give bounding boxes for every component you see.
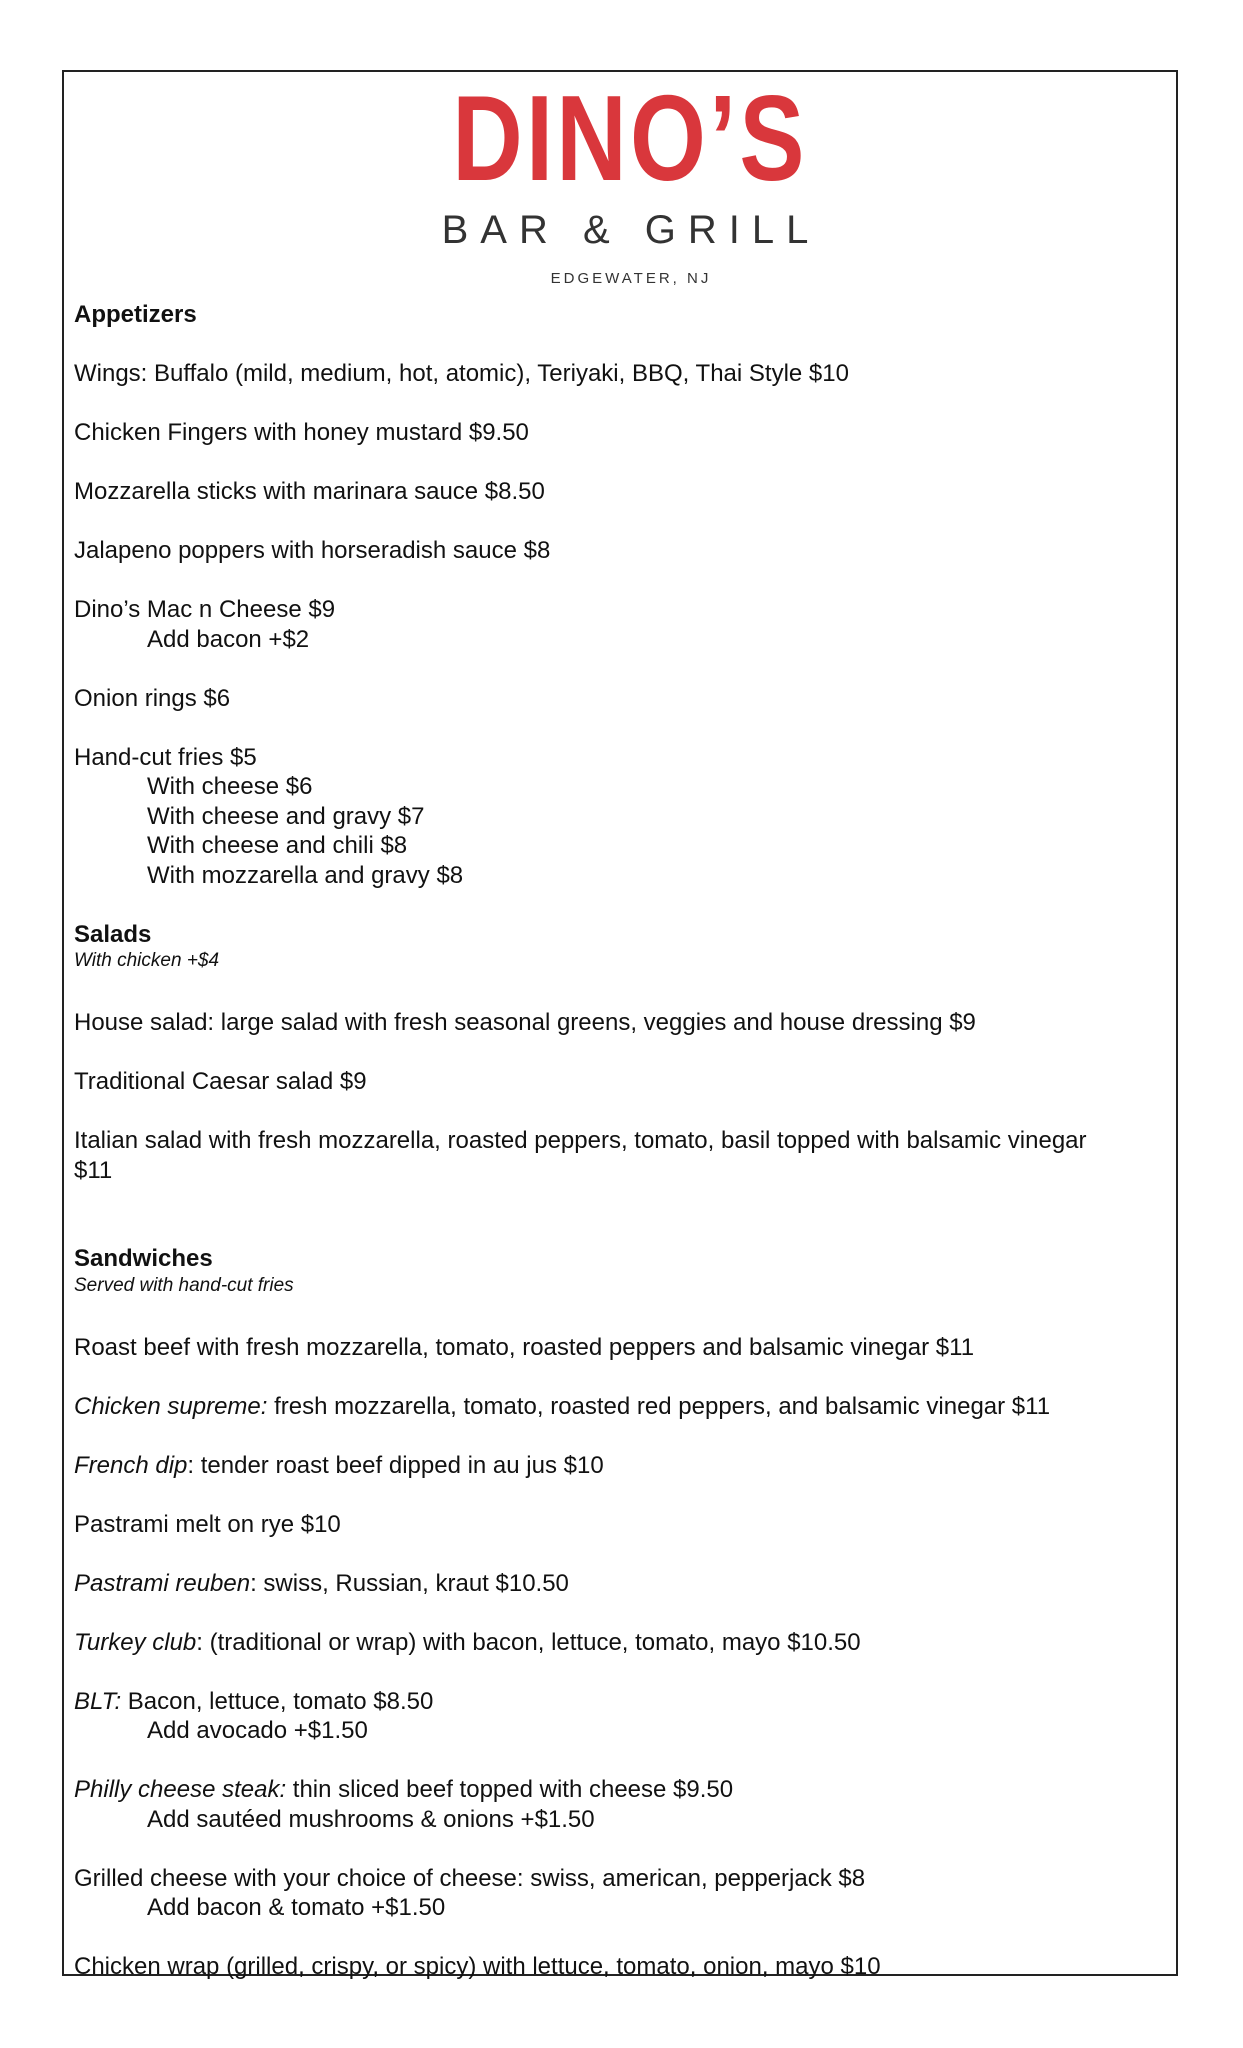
- menu-item-addon: Add sautéed mushrooms & onions +$1.50: [147, 1805, 595, 1833]
- item-desc: thin sliced beef topped with cheese $9.50: [286, 1776, 734, 1803]
- logo-name: DINO’S: [452, 70, 808, 206]
- menu-item-option: With cheese and chili $8: [147, 832, 408, 859]
- item-desc: : tender roast beef dipped in au jus $10: [187, 1451, 604, 1479]
- menu-item-addon: Add bacon & tomato +$1.50: [147, 1894, 446, 1921]
- logo: [64, 70, 1176, 287]
- menu-item: Italian salad with fresh mozzarella, roasted peppers, tomato, basil topped with balsamic vinegar: [74, 1127, 1087, 1154]
- menu-item-option: With cheese $6: [147, 773, 313, 800]
- menu-content: [74, 300, 1164, 1982]
- menu-item: Roast beef with fresh mozzarella, tomato, roasted peppers and balsamic vinegar $11: [74, 1333, 975, 1361]
- menu-item-addon: Add avocado +$1.50: [147, 1717, 368, 1744]
- item-name: BLT:: [74, 1687, 122, 1715]
- section-heading-sandwiches: Sandwiches: [74, 1245, 213, 1272]
- menu-item: [74, 1628, 1164, 1658]
- menu-item: Traditional Caesar salad $9: [74, 1068, 367, 1095]
- menu-item: [74, 1451, 1164, 1481]
- item-name: Turkey club: [74, 1628, 197, 1656]
- logo-subtitle: BAR & GRILL: [441, 208, 821, 252]
- section-note-salads: With chicken +$4: [74, 950, 220, 971]
- item-desc: fresh mozzarella, tomato, roasted red peppers, and balsamic vinegar $11: [267, 1392, 1051, 1420]
- section-heading-salads: Salads: [74, 920, 152, 948]
- menu-item-price: $11: [74, 1156, 113, 1184]
- menu-item: [74, 1775, 1164, 1805]
- menu-item: Wings: Buffalo (mild, medium, hot, atomic), Teriyaki, BBQ, Thai Style $10: [74, 360, 849, 387]
- item-desc: : swiss, Russian, kraut $10.50: [250, 1569, 569, 1597]
- menu-item: Jalapeno poppers with horseradish sauce $8: [74, 537, 551, 564]
- item-name: Pastrami reuben: [74, 1569, 251, 1597]
- menu-item: Pastrami melt on rye $10: [74, 1510, 341, 1538]
- item-desc: : (traditional or wrap) with bacon, lettuce, tomato, mayo $10.50: [196, 1628, 861, 1656]
- menu-item: Hand-cut fries $5: [74, 743, 257, 771]
- menu-item: Mozzarella sticks with marinara sauce $8.50: [74, 478, 545, 505]
- menu-item: Chicken Fingers with honey mustard $9.50: [74, 419, 529, 446]
- section-heading-appetizers: Appetizers: [74, 301, 197, 328]
- menu-item-option: With cheese and gravy $7: [147, 802, 425, 830]
- menu-item: [74, 1687, 1164, 1717]
- item-name: Philly cheese steak:: [74, 1776, 287, 1803]
- menu-frame: [62, 70, 1178, 1980]
- menu-item: [74, 1392, 1164, 1422]
- item-name: Chicken supreme:: [74, 1392, 268, 1420]
- menu-item-addon: Add bacon +$2: [147, 625, 310, 653]
- menu-item: Dino’s Mac n Cheese $9: [74, 596, 336, 623]
- item-desc: Bacon, lettuce, tomato $8.50: [121, 1687, 434, 1715]
- spacer: [74, 1185, 1164, 1244]
- item-name: French dip: [74, 1451, 188, 1479]
- section-note-sandwiches: Served with hand-cut fries: [74, 1274, 294, 1296]
- menu-item: House salad: large salad with fresh seasonal greens, veggies and house dressing $9: [74, 1009, 976, 1036]
- menu-item: [74, 1569, 1164, 1599]
- menu-item-option: With mozzarella and gravy $8: [147, 861, 464, 889]
- menu-item: Onion rings $6: [74, 684, 231, 712]
- menu-item: Chicken wrap (grilled, crispy, or spicy) with lettuce, tomato, onion, mayo $10: [74, 1953, 881, 1980]
- logo-location: EDGEWATER, NJ: [550, 270, 712, 287]
- menu-item: Grilled cheese with your choice of cheese: swiss, american, pepperjack $8: [74, 1864, 866, 1892]
